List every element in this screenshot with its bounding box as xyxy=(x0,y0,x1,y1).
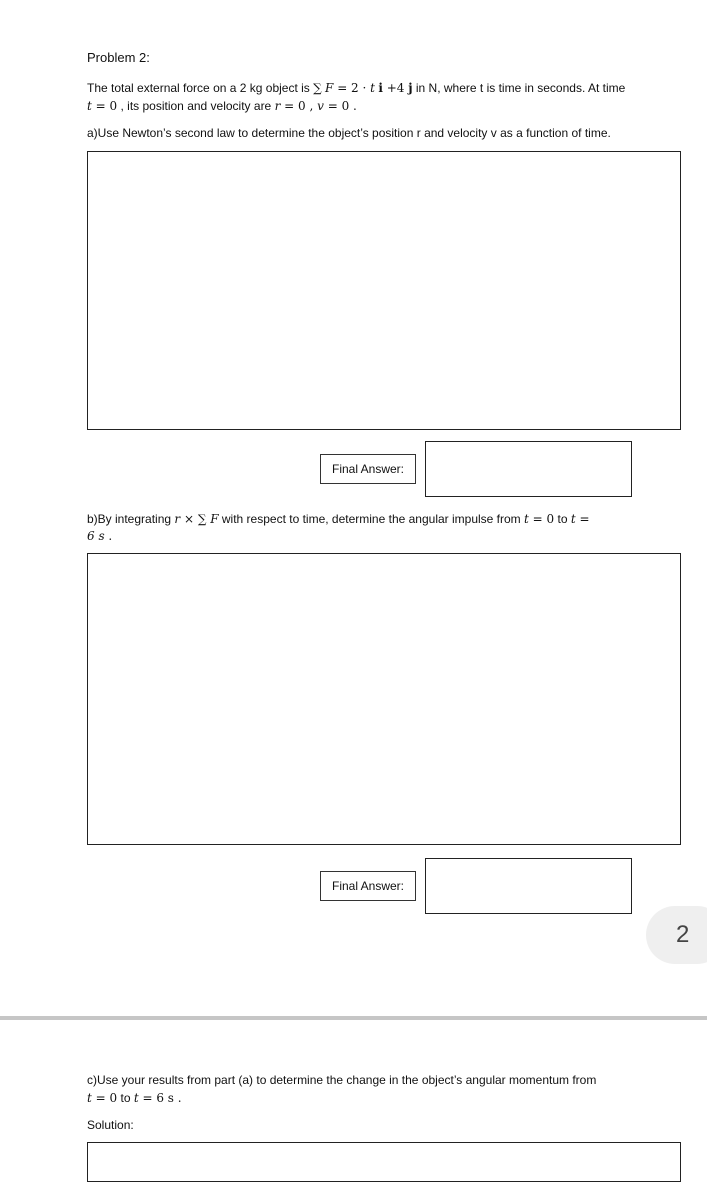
part-a-work-area[interactable] xyxy=(87,151,681,430)
part-c-solution-label: Solution: xyxy=(87,1118,134,1132)
time-symbol: t xyxy=(133,1091,139,1105)
statement-text: , its position and velocity are xyxy=(117,99,275,113)
time-value: 6 s xyxy=(87,529,105,543)
equation-part: = 0 xyxy=(528,512,555,526)
equation-part: = 0 . xyxy=(323,99,357,113)
part-c-question-line1: c)Use your results from part (a) to determine the change in the object’s angular momentum from xyxy=(87,1073,597,1087)
part-b-work-area[interactable] xyxy=(87,553,681,845)
statement-text: The total external force on a 2 kg object is xyxy=(87,81,314,95)
time-symbol: t xyxy=(87,99,92,113)
equation-part: , xyxy=(305,99,318,113)
equation-part: +4 xyxy=(382,81,409,95)
question-text: to xyxy=(117,1091,134,1105)
question-text: b)By integrating xyxy=(87,512,175,526)
equation-part: . xyxy=(104,529,113,543)
page-number-badge: 2 xyxy=(646,906,707,964)
equation-part: = 0 xyxy=(91,1091,118,1105)
sum-symbol: ∑ xyxy=(313,81,322,95)
question-text: to xyxy=(554,512,571,526)
position-symbol: r xyxy=(174,512,181,526)
cross-symbol: × xyxy=(180,512,198,526)
sum-symbol: ∑ xyxy=(197,512,207,526)
question-text: with respect to time, determine the angular impulse from xyxy=(218,512,525,526)
time-symbol: t xyxy=(370,81,375,95)
time-symbol: t xyxy=(570,512,576,526)
part-a-final-answer-label: Final Answer: xyxy=(320,454,416,484)
statement-text: in N, where t is time in seconds. At time xyxy=(412,81,626,95)
equation-part: = 2 · xyxy=(333,81,371,95)
equation-part: = 0 xyxy=(280,99,306,113)
equation-part: = xyxy=(575,512,590,526)
equation-part: = 0 xyxy=(91,99,118,113)
equation-part: = 6 s xyxy=(138,1091,174,1105)
time-symbol: t xyxy=(87,1091,92,1105)
problem-statement-line2 xyxy=(87,97,357,115)
velocity-symbol: v xyxy=(317,99,324,113)
problem-title: Problem 2: xyxy=(87,50,150,65)
unit-vector-i: i xyxy=(378,81,383,95)
position-symbol: r xyxy=(274,99,281,113)
time-symbol: t xyxy=(524,512,529,526)
part-b-final-answer-label: Final Answer: xyxy=(320,871,416,901)
force-symbol: F xyxy=(325,81,334,95)
problem-statement-line1 xyxy=(87,79,625,97)
part-b-final-answer-box[interactable] xyxy=(425,858,632,914)
part-a-final-answer-box[interactable] xyxy=(425,441,632,497)
part-c-question-line2 xyxy=(87,1089,182,1107)
part-b-question-line1 xyxy=(87,510,590,528)
force-symbol: F xyxy=(206,512,219,526)
equation-part: . xyxy=(173,1091,182,1105)
part-a-question: a)Use Newton’s second law to determine the object’s position r and velocity v as a function of time. xyxy=(87,126,611,140)
unit-vector-j: j xyxy=(408,81,413,95)
page-2 xyxy=(0,1020,707,1167)
part-c-work-area[interactable] xyxy=(87,1142,681,1182)
part-b-question-line2 xyxy=(87,527,112,545)
